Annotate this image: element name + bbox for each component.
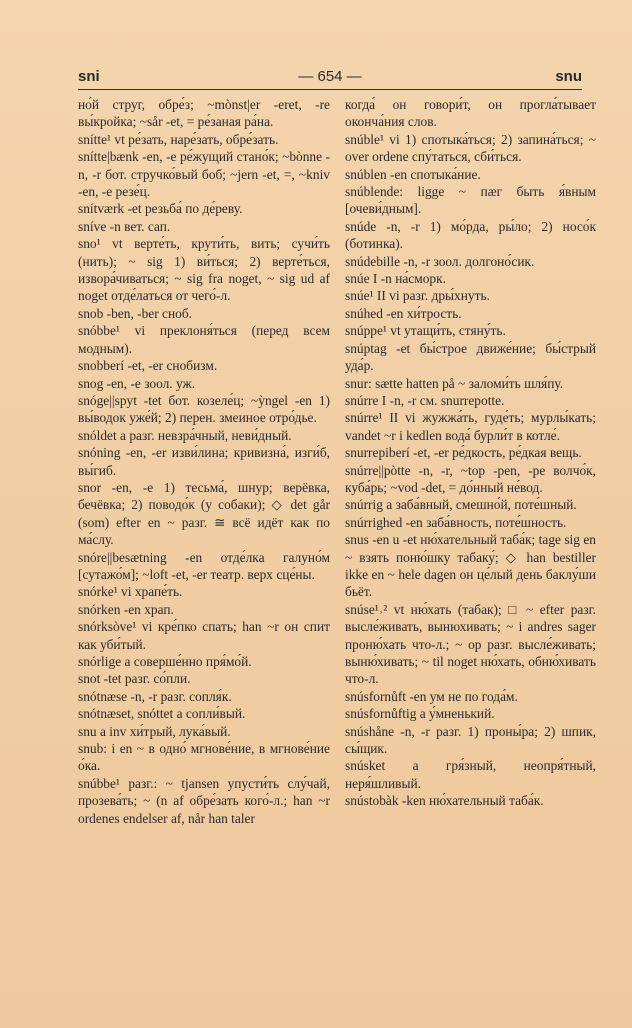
dictionary-entry: snúde -n, -r 1) мо́рда, ры́ло; 2) носо́к (ботинка). bbox=[345, 218, 596, 252]
dictionary-entry: но́й струг, обре́з; ~mònst|er -eret, -re вы́кройка; ~sår -et, = ре́заная ра́на. bbox=[78, 97, 330, 130]
dictionary-entry: snúrre||pòtte -n, -r, ~top -pen, -pe волчо́к, куба́рь; ~vod -det, = до́нный не́вод. bbox=[345, 462, 596, 495]
dictionary-entry: sníve -n вет. сап. bbox=[78, 218, 171, 234]
dictionary-entry: snúrre I -n, -r см. snurrepotte. bbox=[345, 392, 505, 408]
dictionary-entry: snúrre¹ II vi жужжа́ть, гуде́ть; мурлы́кать; vandet ~r i kedlen вода́ бурли́т в котле́. bbox=[345, 410, 596, 443]
dictionary-entry: snúhed -en хи́трость. bbox=[345, 305, 462, 321]
header-rule bbox=[78, 89, 582, 90]
dictionary-entry: snúsket a гря́зный, неопря́тный, неря́шливый. bbox=[345, 758, 596, 791]
dictionary-entry: snóre||besætning -en отде́лка галуно́м [сутажо́м]; ~loft -et, -er театр. верх сце́ны. bbox=[78, 549, 330, 582]
page-header bbox=[78, 66, 582, 88]
dictionary-entry: snobberí -et, -er снобизм. bbox=[78, 358, 218, 374]
dictionary-entry: snórksòve¹ vi кре́пко спать; han ~r он спит как уби́тый. bbox=[78, 619, 330, 652]
dictionary-entry: snob -ben, -ber сноб. bbox=[78, 305, 193, 321]
dictionary-entry: snúblen -en спотыка́ние. bbox=[345, 166, 481, 182]
dictionary-entry: snurrepiberí -et, -er ре́дкость, ре́дкая вещь. bbox=[345, 445, 582, 461]
dictionary-entry: snu a inv хи́трый, лука́вый. bbox=[78, 723, 231, 739]
dictionary-entry: snórken -en храп. bbox=[78, 601, 174, 617]
header-right-guideword: snu bbox=[555, 68, 582, 85]
dictionary-entry: когда́ он говори́т, он прогла́тывает оконча́ния слов. bbox=[345, 97, 596, 130]
dictionary-entry: snústobàk -ken ню́хательный таба́к. bbox=[345, 793, 544, 809]
dictionary-entry: snórke¹ vi храпе́ть. bbox=[78, 584, 183, 600]
dictionary-entry: snúshåne -n, -r разг. 1) проны́ра; 2) шпик, сы́щик. bbox=[345, 723, 596, 757]
dictionary-entry: snúbbe¹ разг.: ~ tjansen упусти́ть слу́чай, прозева́ть; ~ (n af обре́зать кого́-л.; han ~r ordenes endelser af, når han taler bbox=[78, 775, 330, 826]
dictionary-entry: snórlige a соверше́нно пря́мо́й. bbox=[78, 654, 252, 669]
dictionary-entry: snub: i en ~ в одно́ мгнове́ние, в мгнове́ние о́ка. bbox=[78, 741, 330, 774]
dictionary-entry: snúsfornůft -en ум не по года́м. bbox=[345, 688, 518, 704]
dictionary-entry: sno¹ vt верте́ть, крути́ть, вить; сучи́ть (нить); ~ sig 1) ви́ться; 2) верте́ться, извора́чиваться; ~ sig fra noget, ~ sig ud af noget отде́латься от чего́-л. bbox=[78, 236, 330, 304]
dictionary-entry: snítværk -et резьба́ по де́реву. bbox=[78, 201, 243, 217]
dictionary-entry: snúe¹ II vi разг. дры́хнуть. bbox=[345, 288, 490, 304]
dictionary-entry: snus -en u -et ню́хательный таба́к; tage sig en ~ взять поню́шку табаку́; ◇ han bestiller ikke en ~ hele dagen он це́лый день баклу́ши бьёт. bbox=[345, 532, 596, 600]
dictionary-entry: snúdebille -n, -r зоол. долгоно́сик. bbox=[345, 253, 535, 269]
dictionary-entry: snúppe¹ vt утащи́ть, стяну́ть. bbox=[345, 323, 506, 339]
dictionary-entry: snúsfornůftig a у́мненький. bbox=[345, 706, 495, 722]
dictionary-entry: snótnæse -n, -r разг. сопля́к. bbox=[78, 688, 232, 704]
dictionary-entry: snúrrighed -en заба́вность, поте́шность. bbox=[345, 514, 567, 530]
dictionary-entry: snúe I -n на́сморк. bbox=[345, 271, 446, 287]
page-number: — 654 — bbox=[298, 68, 362, 85]
dictionary-entry: snúse¹˒² vt ню́хать (табак); □ ~ efter разг. высле́живать, вынюхивать; ~ i andres sager проню́хать что-л.; ~ op разг. высле́живать; выню́хивать; ~ til noget ню́хать, обню́хивать что-л. bbox=[345, 601, 596, 687]
dictionary-entry: snur: sætte hatten på ~ заломи́ть шля́пу. bbox=[345, 375, 564, 391]
dictionary-entry: snúrrig a заба́вный, смешно́й, поте́шный. bbox=[345, 497, 577, 513]
dictionary-entry: snog -en, -e зоол. уж. bbox=[78, 375, 196, 391]
dictionary-entry: snótnæset, snóttet a сопли́вый. bbox=[78, 706, 246, 722]
dictionary-entry: snot -tet разг. со́пли. bbox=[78, 671, 191, 687]
left-column bbox=[78, 96, 330, 827]
dictionary-entry: snúble¹ vi 1) спотыка́ться; 2) запина́ться; ~ over ordene спу́таться, сби́ться. bbox=[345, 131, 596, 165]
dictionary-entry: snúptag -et бы́строе движе́ние; бы́стрый уда́р. bbox=[345, 340, 596, 374]
dictionary-entry: snóge||spyt -tet бот. козеле́ц; ~ỳngel -en 1) вы́водок уже́й; 2) перен. змеиное отро́дье. bbox=[78, 392, 330, 426]
dictionary-entry: snóning -en, -er изви́лина; кривизна́, изги́б, вы́гиб. bbox=[78, 445, 330, 478]
dictionary-entry: snítte¹ vt ре́зать, наре́зать, обре́зать. bbox=[78, 131, 279, 147]
dictionary-entry: snúblende: ligge ~ пæг быть я́вным [очеви́дным]. bbox=[345, 184, 596, 217]
header-left-guideword: sni bbox=[78, 68, 100, 85]
dictionary-entry: snítte|bænk -en, -e ре́жущий стано́к; ~bònne -n, -r бот. стручко́вый боб; ~jern -et, =, ~kniv -en, -e резе́ц. bbox=[78, 149, 330, 200]
dictionary-entry: snor -en, -e 1) тесьма́, шнур; верёвка, бечёвка; 2) поводо́к (у собаки); ◇ det går (som) efter en ~ разг. ≅ всё идёт как по ма́слу. bbox=[78, 479, 330, 548]
dictionary-entry: snóldet a разг. невзра́чный, неви́дный. bbox=[78, 427, 292, 443]
right-column bbox=[345, 96, 596, 810]
dictionary-entry: snóbbe¹ vi преклоня́ться (перед всем модным). bbox=[78, 323, 330, 356]
